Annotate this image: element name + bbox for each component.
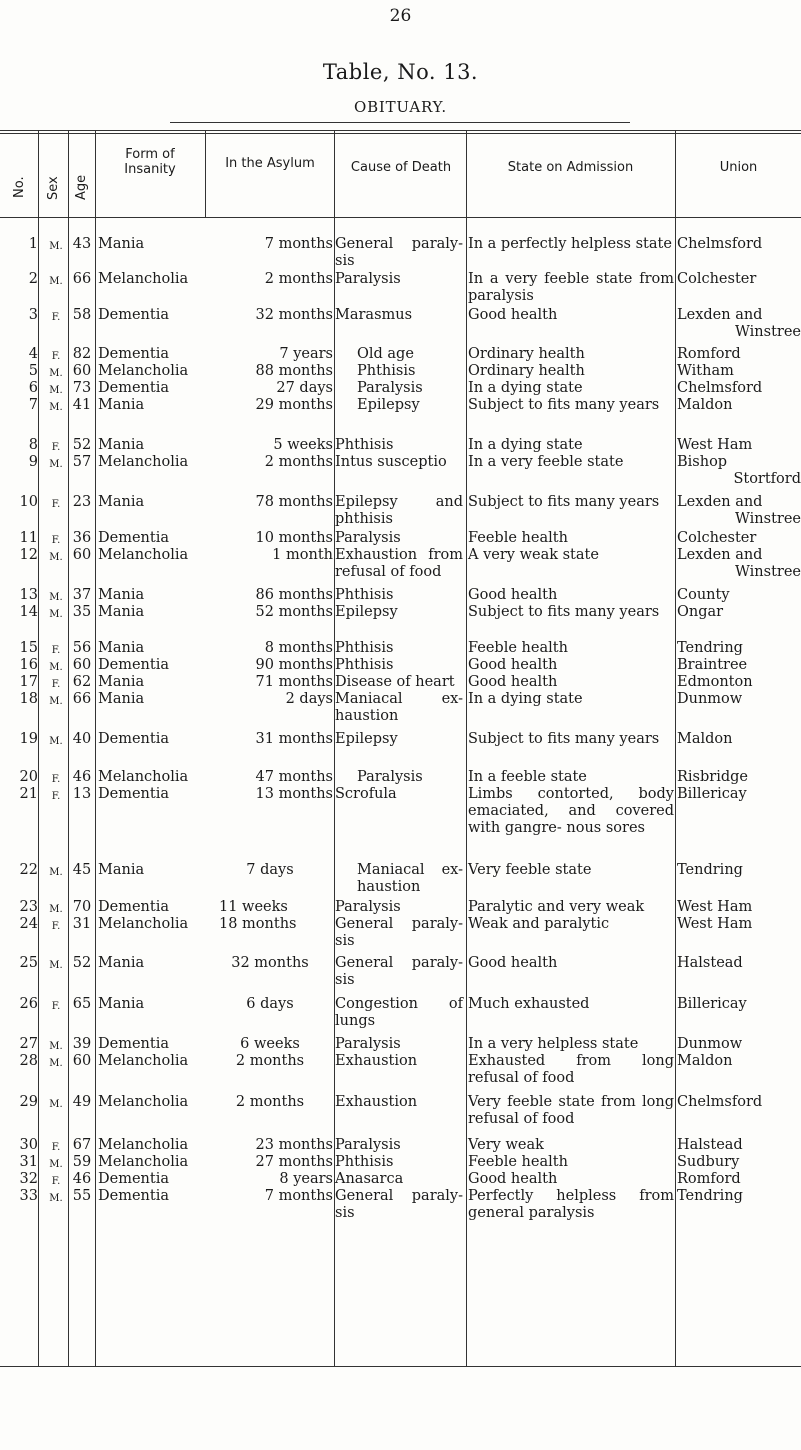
cell-no: 22 [19,862,38,878]
cell-age: 39 [72,1036,92,1052]
cell-no: 9 [28,454,38,470]
cell-cause: General paraly- sis [335,236,463,269]
cell-sex: F. [51,1142,61,1153]
cell-state: Feeble health [468,1154,568,1170]
cell-age: 41 [72,397,92,413]
cell-age: 46 [72,1171,92,1187]
cell-age: 59 [72,1154,92,1170]
cell-sex: M. [49,385,63,396]
cell-age: 49 [72,1094,92,1110]
cell-age: 52 [72,955,92,971]
cell-sex: M. [49,904,63,915]
cell-no: 20 [19,769,38,785]
cell-age: 56 [72,640,92,656]
cell-cause: Disease of heart [335,674,455,690]
cell-cause: Congestion of lungs [335,996,463,1029]
cell-state: Subject to fits many years [468,397,660,413]
cell-union: West Ham [677,916,753,932]
cell-no: 2 [28,271,38,287]
cell-asylum: 86 months [255,587,333,603]
cell-sex: F. [51,1001,61,1012]
cell-age: 45 [72,862,92,878]
cell-age: 58 [72,307,92,323]
cell-no: 25 [19,955,38,971]
cell-sex: M. [49,1041,63,1052]
cell-age: 60 [72,1053,92,1069]
cell-sex: M. [49,459,63,470]
cell-sex: M. [49,736,63,747]
cell-cause: Paralysis [335,530,401,546]
col-divider [205,130,206,218]
cell-state: Exhausted from long refusal of food [468,1053,674,1086]
cell-union: Tendring [677,640,743,656]
cell-asylum: 31 months [255,731,333,747]
cell-form: Melancholia [98,916,189,932]
cell-age: 37 [72,587,92,603]
cell-form: Dementia [98,786,169,802]
cell-form: Dementia [98,307,169,323]
cell-age: 60 [72,657,92,673]
cell-age: 67 [72,1137,92,1153]
cell-state: In a perfectly helpless state [468,236,672,252]
cell-asylum: 2 months [235,1094,305,1110]
cell-asylum: 7 months [264,1188,333,1204]
cell-union: Romford [677,346,741,362]
cell-asylum: 2 months [264,454,333,470]
cell-age: 13 [72,786,92,802]
cell-cause: Paralysis [335,1137,401,1153]
cell-state: Subject to fits many years [468,494,660,510]
cell-sex: M. [49,1099,63,1110]
cell-sex: M. [49,241,63,252]
cell-union: Dunmow [677,691,743,707]
cell-union: Braintree [677,657,748,673]
cell-sex: M. [49,609,63,620]
cell-asylum: 1 month [272,547,333,563]
cell-asylum: 8 years [279,1171,333,1187]
cell-no: 32 [19,1171,38,1187]
cell-no: 5 [28,363,38,379]
cell-asylum: 7 months [264,236,333,252]
cell-form: Mania [98,674,145,690]
cell-age: 73 [72,380,92,396]
cell-no: 27 [19,1036,38,1052]
cell-state: Good health [468,1171,558,1187]
cell-no: 24 [19,916,38,932]
cell-union [677,547,801,581]
cell-asylum: 2 months [235,1053,305,1069]
union-line-1: Lexden and [677,547,763,563]
header-asylum: In the Asylum [225,156,315,171]
cell-asylum: 18 months [219,916,297,932]
cell-cause: Phthisis [335,1154,394,1170]
cell-state: Very weak [468,1137,544,1153]
cell-state: Feeble health [468,640,568,656]
cell-union [677,494,801,528]
cell-no: 4 [28,346,38,362]
cell-form: Mania [98,996,145,1012]
cell-union: Tendring [677,1188,743,1204]
cell-no: 11 [19,530,38,546]
cell-state: Much exhausted [468,996,590,1012]
cell-state: A very weak state [468,547,599,563]
cell-sex: M. [49,1193,63,1204]
cell-cause: Paralysis [335,271,401,287]
cell-sex: F. [51,791,61,802]
cell-age: 31 [72,916,92,932]
cell-no: 6 [28,380,38,396]
cell-form: Dementia [98,657,169,673]
cell-state: Paralytic and very weak [468,899,645,915]
subtitle-underline [170,122,630,123]
cell-asylum: 27 days [276,380,333,396]
cell-cause: Scrofula [335,786,397,802]
cell-age: 35 [72,604,92,620]
cell-union: Tendring [677,862,743,878]
table-title: Table, No. 13. [322,60,479,84]
cell-age: 43 [72,236,92,252]
cell-form: Mania [98,236,145,252]
cell-no: 10 [19,494,38,510]
cell-state: In a very helpless state [468,1036,639,1052]
cell-form: Melancholia [98,547,189,563]
cell-no: 33 [19,1188,38,1204]
cell-union: Dunmow [677,1036,743,1052]
cell-sex: F. [51,535,61,546]
cell-cause: Phthisis [335,437,394,453]
cell-no: 8 [28,437,38,453]
cell-asylum: 52 months [255,604,333,620]
cell-union: Billericay [677,786,747,802]
cell-age: 55 [72,1188,92,1204]
cell-age: 52 [72,437,92,453]
cell-sex: M. [49,960,63,971]
cell-asylum: 32 months [231,955,309,971]
cell-cause: Epilepsy [335,731,398,747]
cell-cause: Maniacal ex- haustion [335,691,463,724]
cell-sex: F. [51,499,61,510]
col-divider [95,130,96,1366]
cell-no: 17 [19,674,38,690]
page-number: 26 [389,6,412,26]
header-bottom-rule [0,217,801,218]
header-state: State on Admission [507,160,634,175]
cell-state: Limbs contorted, body emaciated, and covered with gangre- nous sores [468,786,674,836]
cell-age: 46 [72,769,92,785]
cell-sex: F. [51,921,61,932]
cell-cause: Epilepsy [335,604,398,620]
cell-state: Good health [468,674,558,690]
cell-no: 7 [28,397,38,413]
cell-form: Mania [98,494,145,510]
cell-age: 60 [72,363,92,379]
header-age: Age [74,174,89,200]
cell-state: Ordinary health [468,346,585,362]
header-form: Form of Insanity [124,147,176,177]
cell-sex: F. [51,645,61,656]
cell-union: Chelmsford [677,236,763,252]
cell-cause: Exhaustion from refusal of food [335,547,463,580]
cell-asylum: 88 months [255,363,333,379]
cell-state: In a dying state [468,691,583,707]
cell-state: Good health [468,955,558,971]
cell-form: Dementia [98,1036,169,1052]
cell-form: Melancholia [98,1094,189,1110]
cell-union: Halstead [677,1137,743,1153]
cell-union: Colchester [677,271,757,287]
union-line-2: Winstree [735,511,801,527]
cell-form: Melancholia [98,1137,189,1153]
cell-no: 26 [19,996,38,1012]
cell-form: Mania [98,640,145,656]
header-no: No. [12,176,27,198]
cell-asylum: 78 months [255,494,333,510]
cell-form: Mania [98,955,145,971]
cell-cause: General paraly- sis [335,955,463,988]
cell-state: Subject to fits many years [468,604,660,620]
col-divider [68,130,69,1366]
cell-union: Witham [677,363,734,379]
cell-no: 1 [28,236,38,252]
cell-sex: F. [51,1176,61,1187]
union-line-1: Bishop [677,454,728,470]
cell-cause: Epilepsy [357,397,420,413]
cell-state: Very feeble state from long refusal of food [468,1094,674,1127]
cell-cause: Maniacal ex- haustion [357,862,463,895]
col-divider [675,130,676,1366]
cell-cause: Intus susceptio [335,454,447,470]
cell-sex: M. [49,276,63,287]
cell-cause: Paralysis [357,380,423,396]
cell-asylum: 6 weeks [240,1036,300,1052]
cell-asylum: 6 days [246,996,294,1012]
cell-form: Dementia [98,731,169,747]
cell-form: Melancholia [98,454,189,470]
cell-cause: Phthisis [335,657,394,673]
cell-form: Mania [98,397,145,413]
cell-sex: F. [51,351,61,362]
cell-cause: Phthisis [357,363,416,379]
cell-form: Mania [98,691,145,707]
cell-form: Mania [98,587,145,603]
cell-no: 13 [19,587,38,603]
cell-cause: Epilepsy and phthisis [335,494,463,527]
cell-sex: M. [49,1159,63,1170]
cell-age: 60 [72,547,92,563]
cell-asylum: 71 months [255,674,333,690]
cell-form: Dementia [98,1171,169,1187]
table-top-rule-inner [0,133,801,134]
cell-sex: M. [49,867,63,878]
cell-union: Romford [677,1171,741,1187]
cell-asylum: 7 days [246,862,294,878]
cell-form: Mania [98,862,145,878]
cell-asylum: 13 months [255,786,333,802]
cell-union: Chelmsford [677,380,763,396]
cell-sex: M. [49,662,63,673]
cell-form: Mania [98,437,145,453]
cell-form: Melancholia [98,363,189,379]
cell-no: 23 [19,899,38,915]
cell-cause: Marasmus [335,307,413,323]
cell-state: In a dying state [468,380,583,396]
cell-no: 31 [19,1154,38,1170]
cell-union: Chelmsford [677,1094,763,1110]
cell-state: Subject to fits many years [468,731,660,747]
cell-no: 16 [19,657,38,673]
cell-form: Dementia [98,346,169,362]
cell-no: 29 [19,1094,38,1110]
cell-union: Risbridge [677,769,748,785]
cell-form: Dementia [98,380,169,396]
union-line-1: Lexden and [677,307,763,323]
cell-state: In a feeble state [468,769,587,785]
cell-asylum: 47 months [255,769,333,785]
cell-state: Perfectly helpless from general paralysis [468,1188,674,1221]
cell-union: County [677,587,730,603]
cell-sex: F. [51,679,61,690]
cell-asylum: 29 months [255,397,333,413]
cell-union: Billericay [677,996,747,1012]
col-divider [466,130,467,1366]
cell-cause: Old age [357,346,414,362]
cell-form: Melancholia [98,271,189,287]
cell-no: 12 [19,547,38,563]
cell-age: 36 [72,530,92,546]
cell-no: 3 [28,307,38,323]
cell-sex: M. [49,552,63,563]
cell-sex: F. [51,442,61,453]
cell-union: Maldon [677,397,733,413]
cell-union: Maldon [677,731,733,747]
header-sex: Sex [46,176,61,200]
cell-union [677,307,801,341]
cell-age: 23 [72,494,92,510]
cell-cause: Paralysis [357,769,423,785]
table-top-rule [0,130,801,131]
cell-union: Edmonton [677,674,753,690]
cell-state: Weak and paralytic [468,916,610,932]
cell-cause: Anasarca [335,1171,404,1187]
cell-age: 62 [72,674,92,690]
cell-asylum: 23 months [255,1137,333,1153]
cell-age: 82 [72,346,92,362]
cell-cause: General paraly- sis [335,1188,463,1221]
cell-form: Dementia [98,530,169,546]
cell-no: 15 [19,640,38,656]
cell-union: Sudbury [677,1154,740,1170]
cell-age: 65 [72,996,92,1012]
cell-union: West Ham [677,899,753,915]
cell-age: 57 [72,454,92,470]
cell-union [677,454,801,488]
cell-asylum: 8 months [264,640,333,656]
cell-cause: Exhaustion [335,1053,418,1069]
cell-form: Melancholia [98,1053,189,1069]
cell-asylum: 27 months [255,1154,333,1170]
cell-sex: M. [49,1058,63,1069]
cell-state: Very feeble state [468,862,592,878]
union-line-2: Stortford [733,471,801,487]
cell-cause: Exhaustion [335,1094,418,1110]
col-divider [38,130,39,1366]
cell-sex: F. [51,312,61,323]
cell-state: In a very feeble state [468,454,624,470]
cell-union: Maldon [677,1053,733,1069]
cell-asylum: 2 days [285,691,333,707]
cell-sex: M. [49,402,63,413]
cell-age: 66 [72,271,92,287]
cell-sex: F. [51,774,61,785]
cell-asylum: 10 months [255,530,333,546]
cell-no: 28 [19,1053,38,1069]
cell-no: 21 [19,786,38,802]
cell-form: Melancholia [98,769,189,785]
header-union: Union [719,160,758,175]
header-cause: Cause of Death [350,160,452,175]
cell-state: Good health [468,657,558,673]
cell-union: Colchester [677,530,757,546]
cell-sex: M. [49,368,63,379]
cell-union: West Ham [677,437,753,453]
cell-union: Ongar [677,604,724,620]
union-line-1: Lexden and [677,494,763,510]
cell-asylum: 2 months [264,271,333,287]
cell-asylum: 11 weeks [219,899,288,915]
cell-asylum: 90 months [255,657,333,673]
cell-sex: M. [49,696,63,707]
cell-age: 40 [72,731,92,747]
cell-state: In a very feeble state from paralysis [468,271,674,304]
cell-no: 19 [19,731,38,747]
cell-age: 70 [72,899,92,915]
cell-form: Mania [98,604,145,620]
cell-form: Melancholia [98,1154,189,1170]
cell-state: Good health [468,307,558,323]
cell-sex: M. [49,592,63,603]
cell-asylum: 7 years [279,346,333,362]
cell-asylum: 5 weeks [273,437,333,453]
cell-form: Dementia [98,899,169,915]
union-line-2: Winstree [735,324,801,340]
cell-age: 66 [72,691,92,707]
table-subtitle: OBITUARY. [353,98,448,116]
table-bottom-rule [0,1366,801,1367]
cell-cause: Phthisis [335,640,394,656]
cell-no: 18 [19,691,38,707]
cell-state: In a dying state [468,437,583,453]
cell-no: 30 [19,1137,38,1153]
cell-form: Dementia [98,1188,169,1204]
cell-cause: Paralysis [335,1036,401,1052]
cell-state: Good health [468,587,558,603]
cell-cause: Phthisis [335,587,394,603]
cell-no: 14 [19,604,38,620]
cell-state: Feeble health [468,530,568,546]
cell-asylum: 32 months [255,307,333,323]
cell-cause: General paraly- sis [335,916,463,949]
union-line-2: Winstree [735,564,801,580]
cell-union: Halstead [677,955,743,971]
cell-state: Ordinary health [468,363,585,379]
cell-cause: Paralysis [335,899,401,915]
